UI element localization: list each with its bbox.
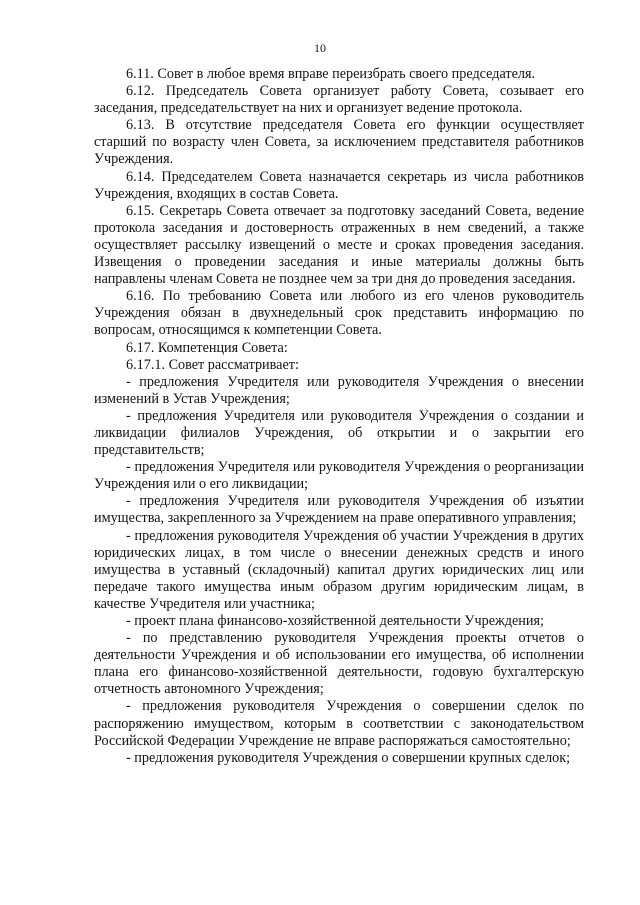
- list-item: - предложения Учредителя или руководителя Учреждения о создании и ликвидации филиалов Учреждения, об открытии и о закрытии его представительств;: [94, 407, 584, 459]
- list-item: - предложения Учредителя или руководителя Учреждения об изъятии имущества, закрепленного за Учреждением на праве оперативного управления;: [94, 493, 584, 527]
- list-item: - проект плана финансово-хозяйственной деятельности Учреждения;: [126, 613, 544, 629]
- paragraph-6-17-1: 6.17.1. Совет рассматривает:: [126, 356, 299, 373]
- paragraph-6-17: 6.17. Компетенция Совета:: [126, 339, 288, 356]
- paragraph-6-16: 6.16. По требованию Совета или любого из его членов руководитель Учреждения обязан в двухнедельный срок представить информацию по вопросам, относящимся к компетенции Совета.: [94, 288, 584, 339]
- paragraph-6-13: 6.13. В отсутствие председателя Совета его функции осуществляет старший по возрасту член Совета, за исключением представителя работников Учреждения.: [94, 117, 584, 168]
- list-item: - предложения руководителя Учреждения о совершении сделок по распоряжению имуществом, которым в соответствии с законодательством Российской Федерации Учреждение не вправе распоряжаться самостоятельно;: [94, 698, 584, 749]
- paragraph-6-12: 6.12. Председатель Совета организует работу Совета, созывает его заседания, председательствует на них и организует ведение протокола.: [94, 83, 584, 117]
- list-item: - предложения руководителя Учреждения о совершении крупных сделок;: [126, 749, 571, 766]
- list-item: - предложения Учредителя или руководителя Учреждения о реорганизации Учреждения или о его ликвидации;: [94, 459, 584, 493]
- list-item: - по представлению руководителя Учреждения проекты отчетов о деятельности Учреждения и об использовании его имущества, об исполнении плана его финансово-хозяйственной деятельности, годовую бухгалтерскую отчетность автономного Учреждения;: [94, 630, 584, 698]
- document-body: [94, 66, 584, 767]
- page-number: 10: [314, 41, 326, 55]
- list-item: - предложения руководителя Учреждения об участии Учреждения в других юридических лицах, в том числе о внесении денежных средств и иного имущества в уставный (складочный) капитал других юридических лиц или передаче такого имущества иным образом другим юридическим лицам, в качестве Учредителя или участника;: [94, 527, 584, 612]
- paragraph-6-14: 6.14. Председателем Совета назначается секретарь из числа работников Учреждения, входящих в состав Совета.: [94, 168, 584, 202]
- paragraph-6-15: 6.15. Секретарь Совета отвечает за подготовку заседаний Совета, ведение протокола заседания и достоверность отраженных в нем сведений, а также осуществляет рассылку извещений о месте и сроках проведения заседания. Извещения о проведении заседания и иные материалы должны быть направлены членам Совета не позднее чем за три дня до проведения заседания.: [94, 202, 584, 288]
- paragraph-6-11: 6.11. Совет в любое время вправе переизбрать своего председателя.: [126, 66, 536, 82]
- list-item: - предложения Учредителя или руководителя Учреждения о внесении изменений в Устав Учреждения;: [94, 373, 584, 407]
